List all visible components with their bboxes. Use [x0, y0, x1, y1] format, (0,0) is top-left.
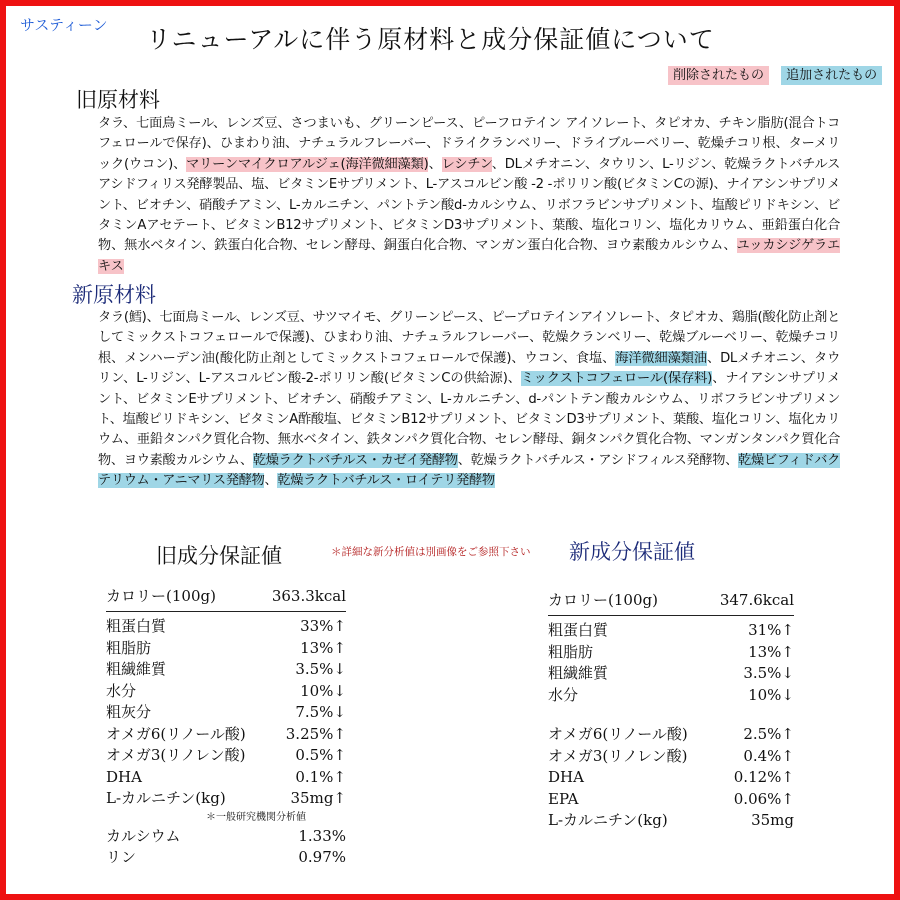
- row-value: 0.1%↑: [295, 767, 346, 786]
- guarantee-row: [548, 724, 794, 746]
- page-title: リニューアルに伴う原材料と成分保証値について: [146, 25, 715, 54]
- detail-note: ＊詳細な新分析値は別画像をご参照下さい: [331, 546, 531, 558]
- row-value: 10%↓: [300, 681, 346, 700]
- guarantee-row: [106, 638, 346, 660]
- brand-label: サスティーン: [20, 16, 108, 34]
- row-value: 10%↓: [748, 685, 794, 704]
- guarantee-row: [106, 681, 346, 703]
- old-guarantee-table: [106, 586, 346, 869]
- new-guarantee-title: 新成分保証値: [569, 540, 695, 564]
- old-subnote: ＊一般研究機関分析値: [206, 811, 306, 823]
- added-ingredient: ミックストコフェロール(保存料): [520, 371, 713, 387]
- row-label: 粗脂肪: [106, 638, 152, 657]
- row-label: 粗灰分: [106, 703, 152, 721]
- row-label: カルシウム: [106, 826, 181, 845]
- legend-added: 追加されたもの: [781, 66, 882, 85]
- ingredient-text: 、乾燥ラクトバチルス・アシドフィルス発酵物、: [457, 452, 739, 468]
- guarantee-row: [548, 746, 794, 768]
- new-ingredients-text: [98, 308, 840, 492]
- guarantee-row: [548, 810, 794, 832]
- row-value: 31%↑: [748, 621, 794, 639]
- calorie-label: カロリー(100g): [106, 587, 216, 605]
- guarantee-row: [106, 616, 346, 638]
- new-rows-a: [548, 620, 794, 706]
- row-label: DHA: [548, 768, 584, 786]
- guarantee-row: [106, 788, 346, 810]
- row-label: DHA: [106, 767, 142, 786]
- guarantee-row: [548, 767, 794, 789]
- guarantee-row: [548, 663, 794, 685]
- row-label: 粗繊維質: [106, 660, 167, 678]
- row-value: 3.5%↓: [295, 660, 346, 678]
- old-extra-rows: [106, 826, 346, 869]
- ingredient-text: 、: [264, 473, 278, 489]
- guarantee-row: [106, 826, 346, 848]
- ingredient-text: 、: [428, 156, 442, 172]
- row-value: 7.5%↓: [295, 703, 346, 721]
- legend-deleted: 削除されたもの: [668, 66, 769, 85]
- row-value: 0.12%↑: [733, 768, 794, 786]
- ingredient-text: 、DLメチオニン、タウリン、L-リジン、乾燥ラクトバチルス アシドフィリス発酵製品、塩、ビタミンEサプリメント、L-アスコルビン酸 -2 -ポリリン酸(ビタミンCの源)、ナイアシンサプリメント、ビオチン、硝酸チアミン、L-カルニチン、パントテン酸d-カルシウム、リボフラビンサプリメント、塩酸ピリドキシン、ビタミンAアセテート、ビタミンB12サプリメント、ビタミンD3サプリメント、葉酸、塩化コリン、塩化カリウム、亜鉛蛋白化合物、無水ベタイン、鉄蛋白化合物、セレン酵母、銅蛋白化合物、マンガン蛋白化合物、ヨウ素酸カルシウム、: [98, 156, 841, 254]
- guarantee-row: [548, 642, 794, 664]
- row-value: 3.25%↑: [285, 724, 346, 743]
- guarantee-row: [106, 724, 346, 746]
- guarantee-row: [106, 767, 346, 789]
- row-label: オメガ6(リノール酸): [106, 724, 246, 743]
- row-value: 1.33%: [298, 826, 346, 845]
- calorie-value: 363.3kcal: [271, 587, 346, 605]
- legend: [660, 64, 882, 83]
- added-ingredient: 海洋微細藻類油: [615, 350, 707, 366]
- row-label: L-カルニチン(kg): [548, 811, 668, 829]
- row-value: 0.97%: [298, 848, 346, 866]
- old-rows: [106, 616, 346, 810]
- new-rows-b: [548, 724, 794, 832]
- deleted-ingredient: ユッカシジゲラエキス: [98, 238, 840, 274]
- ingredient-text: 、ナイアシンサプリメント、ビタミンEサプリメント、ビオチン、硝酸チアミン、L-カルニチン、d-パントテン酸カルシウム、リボフラビンサプリメント、塩酸ピリドキシン、ビタミンA酢酸塩、ビタミンB12サプリメント、ビタミンD3サプリメント、葉酸、塩化コリン、塩化カリウム、亜鉛タンパク質化合物、無水ベタイン、鉄タンパク質化合物、セレン酵母、銅タンパク質化合物、マンガンタンパク質化合物、ヨウ素酸カルシウム、: [98, 371, 840, 468]
- row-label: 粗蛋白質: [106, 617, 167, 635]
- row-value: 2.5%↑: [743, 725, 794, 743]
- row-label: 粗繊維質: [548, 664, 609, 682]
- calorie-value: 347.6kcal: [719, 591, 794, 609]
- new-calorie-row: [548, 590, 794, 616]
- row-label: オメガ6(リノール酸): [548, 725, 688, 743]
- row-label: リン: [106, 848, 137, 866]
- guarantee-row: [106, 702, 346, 724]
- added-ingredient: 乾燥ラクトバチルス・ロイテリ発酵物: [277, 473, 495, 489]
- row-label: オメガ3(リノレン酸): [548, 746, 688, 765]
- guarantee-row: [106, 745, 346, 767]
- old-calorie-row: [106, 586, 346, 612]
- deleted-ingredient: レシチン: [441, 156, 492, 172]
- row-label: 水分: [106, 681, 137, 700]
- old-ingredients-text: [98, 114, 840, 277]
- row-label: 水分: [548, 685, 579, 704]
- row-value: 33%↑: [300, 617, 346, 635]
- row-label: EPA: [548, 789, 579, 808]
- row-label: 粗蛋白質: [548, 621, 609, 639]
- row-label: オメガ3(リノレン酸): [106, 746, 246, 764]
- guarantee-row: [106, 659, 346, 681]
- ingredient-text: 、DLメチオニン、タウリン、L-リジン、L-アスコルビン酸-2-ポリリン酸(ビタミンCの供給源)、: [98, 350, 840, 387]
- row-value: 0.06%↑: [733, 789, 794, 808]
- guarantee-row: [106, 847, 346, 869]
- row-value: 0.4%↑: [743, 746, 794, 765]
- row-value: 0.5%↑: [295, 746, 346, 764]
- calorie-label: カロリー(100g): [548, 591, 658, 609]
- added-ingredient: 乾燥ラクトバチルス・カゼイ発酵物: [252, 452, 458, 468]
- row-value: 13%↑: [300, 638, 346, 657]
- ingredient-text: タラ(鱈)、七面鳥ミール、レンズ豆、サツマイモ、グリーンピース、ピープロテインアイソレート、タピオカ、鶏脂(酸化防止剤としてミックストコフェロールで保護)、ひまわり油、ナチュラルフレーバー、乾燥クランベリー、乾燥ブルーベリー、乾燥チコリ根、メンハーデン油(酸化防止剤としてミックストコフェロールで保護)、ウコン、食塩、: [98, 310, 840, 366]
- old-ingredients-heading: 旧原材料: [76, 88, 160, 112]
- deleted-ingredient: マリーンマイクロアルジェ(海洋微細藻類): [186, 156, 429, 172]
- row-value: 35mg↑: [290, 789, 346, 807]
- added-ingredient: 乾燥ビフィドバクテリウム・アニマリス発酵物: [98, 452, 841, 489]
- old-guarantee-title: 旧成分保証値: [156, 544, 282, 568]
- guarantee-row: [548, 685, 794, 707]
- new-guarantee-table: [548, 590, 794, 832]
- row-label: 粗脂肪: [548, 642, 594, 661]
- row-value: 3.5%↓: [743, 664, 794, 682]
- row-label: L-カルニチン(kg): [106, 789, 226, 807]
- guarantee-row: [548, 620, 794, 642]
- row-value: 35mg: [751, 811, 794, 829]
- new-ingredients-heading: 新原材料: [72, 283, 156, 307]
- row-value: 13%↑: [748, 642, 794, 661]
- guarantee-row: [548, 789, 794, 811]
- ingredient-text: タラ、七面鳥ミール、レンズ豆、さつまいも、グリーンピース、ピーフロテイン アイソレート、タピオカ、チキン脂肪(混合トコフェロールで保存)、ひまわり油、ナチュラルフレーバー、ドライクランベリー、ドライブルーベリー、乾燥チコリ根、ターメリック(ウコン)、: [98, 116, 840, 172]
